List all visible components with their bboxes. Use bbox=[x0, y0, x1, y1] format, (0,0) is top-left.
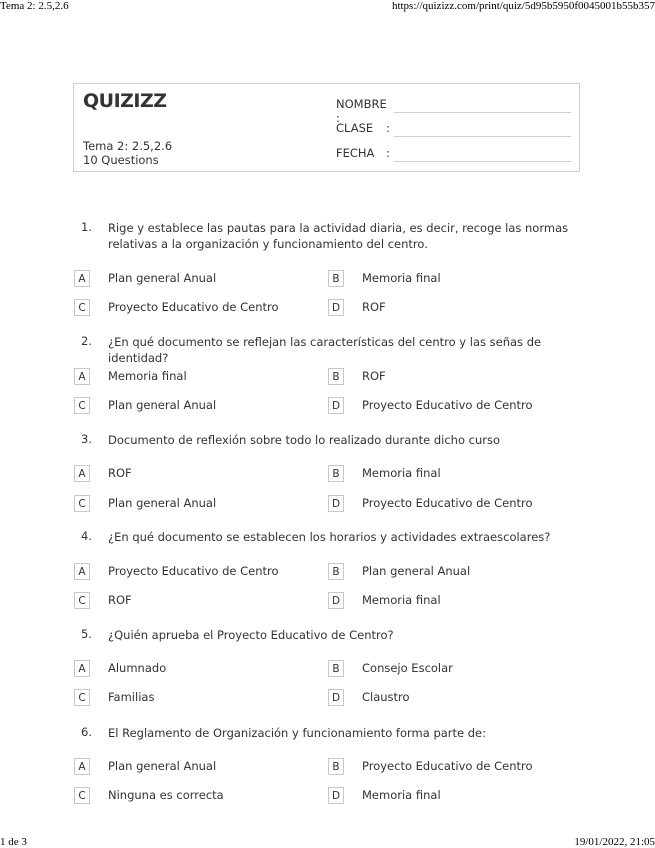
question-number: 1. bbox=[81, 220, 92, 234]
page-indicator: 1 de 3 bbox=[0, 836, 27, 848]
option-letter: C bbox=[74, 787, 90, 804]
name-line bbox=[394, 112, 571, 113]
option-letter: B bbox=[328, 465, 344, 482]
option-text: Proyecto Educativo de Centro bbox=[362, 759, 533, 773]
question-text: ¿En qué documento se establecen los horarios y actividades extraescolares? bbox=[108, 530, 551, 544]
option-letter: B bbox=[328, 270, 344, 287]
option-letter: D bbox=[328, 495, 344, 512]
option-text: Memoria final bbox=[362, 271, 441, 285]
option-letter: B bbox=[328, 758, 344, 775]
option-letter: A bbox=[74, 270, 90, 287]
option-letter: A bbox=[74, 758, 90, 775]
option-letter: C bbox=[74, 299, 90, 316]
option-letter: D bbox=[328, 299, 344, 316]
option-text: Memoria final bbox=[362, 593, 441, 607]
option-letter: A bbox=[74, 660, 90, 677]
option-text: Familias bbox=[108, 690, 155, 704]
question-text: ¿En qué documento se reflejan las características del centro y las señas de identidad? bbox=[108, 335, 542, 365]
question-number: 6. bbox=[81, 725, 92, 739]
option-letter: C bbox=[74, 689, 90, 706]
option-text: Plan general Anual bbox=[108, 398, 217, 412]
option-text: Claustro bbox=[362, 690, 410, 704]
date-field bbox=[336, 146, 390, 160]
option-text: Alumnado bbox=[108, 661, 167, 675]
class-line bbox=[394, 136, 571, 137]
option-text: ROF bbox=[362, 369, 386, 383]
option-letter: D bbox=[328, 397, 344, 414]
question-text: El Reglamento de Organización y funcionamiento forma parte de: bbox=[108, 726, 487, 740]
class-colon: : bbox=[386, 121, 390, 135]
question-number: 5. bbox=[81, 627, 92, 641]
class-field bbox=[336, 121, 390, 135]
option-letter: C bbox=[74, 397, 90, 414]
question-number: 4. bbox=[81, 529, 92, 543]
option-letter: D bbox=[328, 592, 344, 609]
question-number: 3. bbox=[81, 432, 92, 446]
option-letter: D bbox=[328, 787, 344, 804]
option-text: Proyecto Educativo de Centro bbox=[108, 300, 279, 314]
option-text: ROF bbox=[362, 300, 386, 314]
option-letter: A bbox=[74, 563, 90, 580]
option-letter: A bbox=[74, 368, 90, 385]
option-letter: B bbox=[328, 660, 344, 677]
question-count: 10 Questions bbox=[83, 153, 159, 167]
question-text: Documento de reflexión sobre todo lo realizado durante dicho curso bbox=[108, 433, 501, 447]
option-letter: B bbox=[328, 368, 344, 385]
print-timestamp: 19/01/2022, 21:05 bbox=[574, 836, 655, 848]
quiz-title: Tema 2: 2.5,2.6 bbox=[83, 139, 173, 153]
question-number: 2. bbox=[81, 334, 92, 348]
option-letter: C bbox=[74, 592, 90, 609]
option-text: Proyecto Educativo de Centro bbox=[362, 496, 533, 510]
option-text: Consejo Escolar bbox=[362, 661, 453, 675]
date-colon: : bbox=[386, 146, 390, 160]
option-text: Plan general Anual bbox=[362, 564, 471, 578]
option-text: Memoria final bbox=[362, 466, 441, 480]
option-text: Plan general Anual bbox=[108, 759, 217, 773]
class-label: CLASE bbox=[336, 121, 374, 135]
option-text: Ninguna es correcta bbox=[108, 788, 224, 802]
print-header-title: Tema 2: 2.5,2.6 bbox=[0, 0, 69, 12]
option-text: Plan general Anual bbox=[108, 496, 217, 510]
option-text: ROF bbox=[108, 466, 132, 480]
quiz-header bbox=[73, 83, 580, 172]
print-header-url: https://quizizz.com/print/quiz/5d95b5950f0045001b55b357 bbox=[391, 0, 655, 12]
quizizz-logo: QUIZIZZ bbox=[83, 90, 167, 112]
option-text: Proyecto Educativo de Centro bbox=[108, 564, 279, 578]
option-letter: C bbox=[74, 495, 90, 512]
option-text: Memoria final bbox=[108, 369, 187, 383]
option-letter: B bbox=[328, 563, 344, 580]
date-line bbox=[394, 161, 571, 162]
option-letter: A bbox=[74, 465, 90, 482]
option-text: Memoria final bbox=[362, 788, 441, 802]
option-text: Proyecto Educativo de Centro bbox=[362, 398, 533, 412]
option-letter: D bbox=[328, 689, 344, 706]
date-label: FECHA bbox=[336, 146, 375, 160]
question-text: Rige y establece las pautas para la actividad diaria, es decir, recoge las normas relativas a la organización y funcionamiento del centro. bbox=[108, 221, 569, 251]
option-text: ROF bbox=[108, 593, 132, 607]
question-text: ¿Quién aprueba el Proyecto Educativo de Centro? bbox=[108, 628, 394, 642]
name-label: NOMBRE : bbox=[336, 97, 387, 125]
option-text: Plan general Anual bbox=[108, 271, 217, 285]
